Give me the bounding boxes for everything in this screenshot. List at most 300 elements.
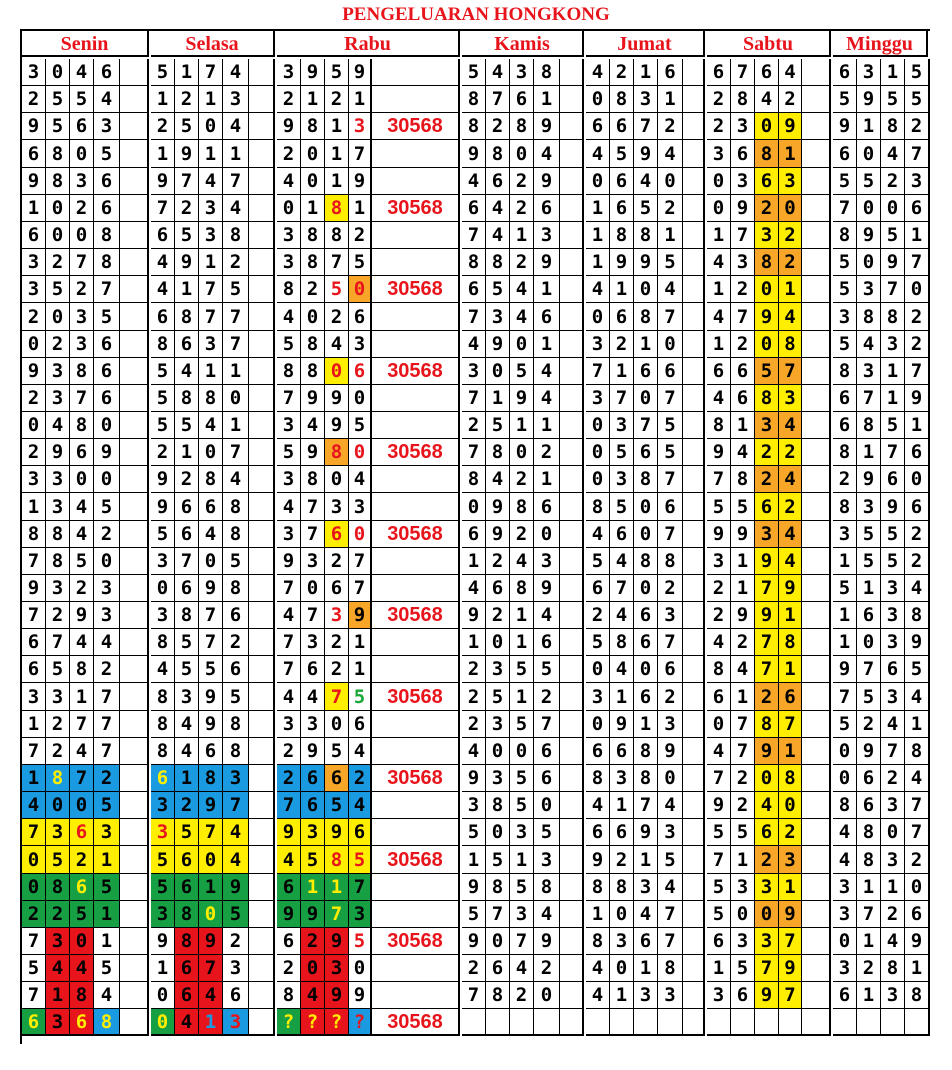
digit-cell: 4 [510,955,534,982]
digit-cell: 2 [658,113,683,140]
spacer-cell [683,874,705,901]
digit-cell: 9 [22,358,46,385]
spacer-cell [249,222,275,249]
digit-cell: 9 [731,195,755,222]
digit-cell: 7 [349,140,372,168]
digit-cell: 8 [833,222,857,249]
digit-cell: 5 [325,738,349,765]
digit-cell: 5 [534,819,560,846]
digit-cell: 9 [755,548,779,575]
digit-cell: 5 [46,846,70,874]
spacer-cell [802,439,831,466]
spacer-cell [560,466,584,493]
digit-cell: 9 [277,819,301,846]
digit-cell: 8 [755,385,779,412]
digit-cell: 9 [755,738,779,765]
digit-cell: 3 [46,493,70,521]
digit-cell: 6 [94,358,120,385]
digit-cell: 7 [94,276,120,303]
digit-cell: 1 [22,711,46,738]
code-cell [372,656,460,683]
digit-cell: 0 [301,303,325,331]
spacer-cell [120,222,149,249]
digit-cell: 7 [462,982,486,1009]
digit-cell: 2 [486,602,510,629]
spacer-cell [683,195,705,222]
digit-cell: 8 [857,846,881,874]
digit-cell: 9 [462,140,486,168]
code-cell [372,493,460,521]
spacer-cell [560,738,584,765]
spacer-cell [802,493,831,521]
spacer-cell [802,955,831,982]
spacer-cell [683,1009,705,1036]
spacer-cell [249,819,275,846]
day-header-sun: Minggu [833,31,928,57]
digit-cell: 1 [658,86,683,113]
spacer-cell [560,765,584,792]
digit-cell: 4 [70,521,94,548]
digit-cell: 3 [731,874,755,901]
digit-cell: 1 [301,86,325,113]
digit-cell: 9 [462,765,486,792]
digit-cell: 4 [94,629,120,656]
digit-cell: 2 [70,276,94,303]
digit-cell: 6 [151,222,175,249]
spacer-cell [802,168,831,195]
digit-cell: 4 [22,792,46,819]
digit-cell: 2 [349,222,372,249]
digit-cell: 4 [277,602,301,629]
spacer-cell [249,901,275,928]
digit-cell: 7 [199,955,223,982]
spacer-cell [560,385,584,412]
spacer-cell [249,493,275,521]
digit-cell: 7 [731,738,755,765]
digit-cell: 7 [610,385,634,412]
code-cell: 30568 [372,928,460,955]
digit-cell: 6 [223,656,249,683]
digit-cell: 5 [175,412,199,439]
spacer-cell [120,656,149,683]
digit-cell: 3 [349,113,372,140]
digit-cell: 1 [658,222,683,249]
digit-cell: 1 [22,195,46,222]
spacer-cell [802,276,831,303]
spacer-cell [802,412,831,439]
digit-cell: 0 [857,249,881,276]
digit-cell: 0 [707,711,731,738]
digit-cell: 5 [755,358,779,385]
digit-cell: 6 [301,792,325,819]
digit-cell: 1 [779,602,802,629]
digit-cell: 6 [175,493,199,521]
digit-cell [881,1009,905,1036]
digit-cell: 4 [857,331,881,358]
digit-cell: 4 [70,493,94,521]
digit-cell: 8 [325,846,349,874]
spacer-cell [683,846,705,874]
digit-cell: 3 [70,303,94,331]
digit-cell: 1 [857,982,881,1009]
digit-cell: 9 [486,521,510,548]
digit-cell: 7 [199,819,223,846]
digit-cell: 3 [301,819,325,846]
digit-cell: 3 [857,493,881,521]
spacer-cell [120,846,149,874]
digit-cell: 0 [634,385,658,412]
digit-cell: 8 [755,249,779,276]
digit-cell: 5 [833,86,857,113]
digit-cell: 7 [223,168,249,195]
digit-cell: 3 [486,656,510,683]
digit-cell: 1 [779,738,802,765]
code-cell: 30568 [372,683,460,711]
digit-cell: 2 [70,575,94,602]
digit-cell: 4 [277,846,301,874]
digit-cell: 0 [881,819,905,846]
digit-cell: 0 [46,195,70,222]
digit-cell: 7 [199,276,223,303]
digit-cell: 7 [905,792,930,819]
spacer-cell [560,249,584,276]
digit-cell: 9 [905,629,930,656]
digit-cell: 0 [833,738,857,765]
digit-cell: 6 [175,331,199,358]
digit-cell: 6 [905,901,930,928]
digit-cell: 4 [462,575,486,602]
digit-cell: 7 [857,385,881,412]
digit-cell: 7 [658,928,683,955]
code-cell [372,982,460,1009]
spacer-cell [249,358,275,385]
digit-cell: 6 [534,195,560,222]
spacer-cell [120,955,149,982]
code-cell: 30568 [372,113,460,140]
digit-cell: 8 [634,548,658,575]
spacer-cell [802,683,831,711]
digit-cell: 1 [94,928,120,955]
digit-cell: 7 [325,901,349,928]
code-cell [372,86,460,113]
code-cell [372,711,460,738]
digit-cell: 7 [881,276,905,303]
digit-cell: 3 [731,168,755,195]
code-cell: 30568 [372,439,460,466]
digit-cell: 2 [779,493,802,521]
digit-cell: 6 [707,683,731,711]
digit-cell: 9 [151,493,175,521]
digit-cell: 2 [325,303,349,331]
spacer-cell [683,276,705,303]
digit-cell: 0 [634,521,658,548]
digit-cell: 8 [586,928,610,955]
digit-cell: 9 [534,928,560,955]
digit-cell: 5 [707,901,731,928]
digit-cell: 9 [199,792,223,819]
digit-cell: 8 [46,548,70,575]
spacer-cell [802,358,831,385]
digit-cell: 3 [22,466,46,493]
digit-cell: 4 [586,792,610,819]
digit-cell: 4 [70,738,94,765]
digit-cell: 9 [199,683,223,711]
digit-cell: 2 [779,222,802,249]
digit-cell: 6 [22,1009,46,1036]
digit-cell: 8 [325,439,349,466]
spacer-cell [683,901,705,928]
digit-cell: 0 [534,521,560,548]
digit-cell: 0 [857,140,881,168]
digit-cell: 4 [199,521,223,548]
spacer-cell [249,86,275,113]
digit-cell: 1 [301,195,325,222]
spacer-cell [560,276,584,303]
digit-cell: 9 [779,575,802,602]
digit-cell: 2 [277,86,301,113]
digit-cell: 2 [857,711,881,738]
digit-cell: 9 [301,59,325,86]
digit-cell: 3 [462,358,486,385]
digit-cell: 4 [881,140,905,168]
digit-cell: 9 [586,846,610,874]
digit-cell: 1 [731,575,755,602]
digit-cell: 3 [833,521,857,548]
digit-cell: 0 [94,548,120,575]
digit-cell: 2 [22,439,46,466]
spacer-cell [120,466,149,493]
digit-cell: 2 [707,575,731,602]
digit-cell: 1 [634,955,658,982]
digit-cell: 0 [510,439,534,466]
digit-cell [586,1009,610,1036]
digit-cell: 3 [22,276,46,303]
digit-cell: 4 [151,656,175,683]
digit-cell: 2 [46,602,70,629]
spacer-cell [683,955,705,982]
digit-cell: 8 [634,222,658,249]
digit-cell: 7 [277,656,301,683]
digit-cell: 8 [833,493,857,521]
digit-cell: 8 [707,656,731,683]
digit-cell: 1 [349,86,372,113]
digit-cell: 4 [94,982,120,1009]
digit-cell: 6 [486,575,510,602]
digit-cell: 0 [22,846,46,874]
spacer-cell [560,331,584,358]
digit-cell: 7 [779,711,802,738]
digit-cell: 1 [857,874,881,901]
digit-cell: 3 [22,249,46,276]
digit-cell: 8 [46,765,70,792]
digit-cell: 1 [707,222,731,249]
spacer-cell [802,575,831,602]
digit-cell: 0 [349,276,372,303]
spacer-cell [683,982,705,1009]
digit-cell: 7 [610,575,634,602]
digit-cell: 6 [486,168,510,195]
digit-cell: 4 [707,385,731,412]
digit-cell: 5 [486,683,510,711]
digit-cell: 1 [905,711,930,738]
digit-cell: 9 [534,249,560,276]
digit-cell: 1 [301,874,325,901]
digit-cell: 6 [857,792,881,819]
digit-cell: 4 [277,683,301,711]
spacer-cell [560,602,584,629]
digit-cell: 5 [731,493,755,521]
digit-cell: 7 [881,738,905,765]
digit-cell: 6 [349,711,372,738]
spacer-cell [683,738,705,765]
spacer-cell [120,412,149,439]
digit-cell: 8 [301,331,325,358]
digit-cell: 4 [277,303,301,331]
digit-cell: 2 [462,683,486,711]
spacer-cell [249,765,275,792]
digit-cell: 0 [658,331,683,358]
digit-cell: 7 [301,521,325,548]
digit-cell: 2 [510,982,534,1009]
digit-cell: 8 [94,249,120,276]
digit-cell: 6 [905,195,930,222]
digit-cell: 7 [199,629,223,656]
digit-cell: 1 [707,955,731,982]
digit-cell: 3 [510,59,534,86]
digit-cell: 5 [586,548,610,575]
spacer-cell [120,629,149,656]
spacer-cell [683,331,705,358]
digit-cell: 3 [881,683,905,711]
digit-cell: 6 [634,358,658,385]
digit-cell: 1 [534,331,560,358]
digit-cell: 6 [634,629,658,656]
spacer-cell [120,683,149,711]
day-header-mon: Senin [22,31,149,57]
spacer-cell [802,901,831,928]
digit-cell: 0 [70,928,94,955]
digit-cell: 5 [833,575,857,602]
digit-cell: 5 [707,874,731,901]
digit-cell: 0 [22,412,46,439]
code-cell [372,249,460,276]
digit-cell: 0 [881,195,905,222]
digit-cell: 4 [175,1009,199,1036]
digit-cell: 0 [634,575,658,602]
spacer-cell [249,575,275,602]
digit-cell: 3 [486,303,510,331]
spacer-cell [120,602,149,629]
digit-cell: 4 [779,303,802,331]
digit-cell: 6 [325,521,349,548]
digit-cell: 0 [151,575,175,602]
digit-cell: 4 [658,792,683,819]
digit-cell: 4 [779,412,802,439]
digit-cell: 7 [707,846,731,874]
spacer-cell [560,303,584,331]
digit-cell: 5 [881,521,905,548]
digit-cell: 5 [175,222,199,249]
digit-cell: 8 [755,140,779,168]
digit-cell: 1 [510,846,534,874]
digit-cell: 1 [610,358,634,385]
digit-cell: 2 [325,548,349,575]
spacer-cell [120,303,149,331]
digit-cell: 8 [277,276,301,303]
digit-cell: 6 [175,846,199,874]
digit-cell: 0 [707,195,731,222]
digit-cell: 8 [586,765,610,792]
digit-cell: 9 [857,86,881,113]
digit-cell: 1 [634,331,658,358]
digit-cell: 0 [634,493,658,521]
digit-cell: 8 [301,249,325,276]
spacer-cell [683,493,705,521]
digit-cell: 3 [175,683,199,711]
digit-cell: 9 [707,792,731,819]
digit-cell: 3 [94,819,120,846]
digit-cell: 6 [610,168,634,195]
digit-cell: 5 [857,548,881,575]
digit-cell: 5 [510,765,534,792]
spacer-cell [560,140,584,168]
spacer-cell [560,1009,584,1036]
digit-cell: 9 [731,521,755,548]
spacer-cell [249,521,275,548]
digit-cell: 9 [22,168,46,195]
digit-cell: 9 [905,928,930,955]
digit-cell: 9 [779,113,802,140]
digit-cell: 2 [46,711,70,738]
digit-cell: 1 [175,765,199,792]
digit-cell: 2 [586,602,610,629]
digit-cell: 3 [534,846,560,874]
spacer-cell [120,493,149,521]
digit-cell: 5 [277,439,301,466]
digit-cell: 3 [707,548,731,575]
spacer-cell [249,955,275,982]
digit-cell: 3 [658,819,683,846]
digit-cell: 3 [22,59,46,86]
digit-cell: 5 [707,493,731,521]
digit-cell: 4 [349,466,372,493]
digit-cell: 7 [223,792,249,819]
digit-cell: 3 [857,276,881,303]
digit-cell: 0 [199,113,223,140]
spacer-cell [560,86,584,113]
code-cell [372,168,460,195]
digit-cell: 3 [905,168,930,195]
digit-cell: 6 [755,59,779,86]
digit-cell: 4 [462,168,486,195]
digit-cell: 6 [277,874,301,901]
digit-cell: 1 [94,901,120,928]
spacer-cell [120,195,149,222]
digit-cell: 1 [151,955,175,982]
digit-cell: 2 [658,575,683,602]
digit-cell: 3 [486,711,510,738]
digit-cell: 4 [462,331,486,358]
digit-cell: 8 [223,738,249,765]
digit-cell [462,1009,486,1036]
digit-cell: 1 [779,140,802,168]
digit-cell: 9 [707,439,731,466]
digit-cell: 3 [22,683,46,711]
digit-cell: 5 [349,846,372,874]
digit-cell: 3 [731,928,755,955]
digit-cell: 6 [94,385,120,412]
digit-cell: 9 [881,249,905,276]
